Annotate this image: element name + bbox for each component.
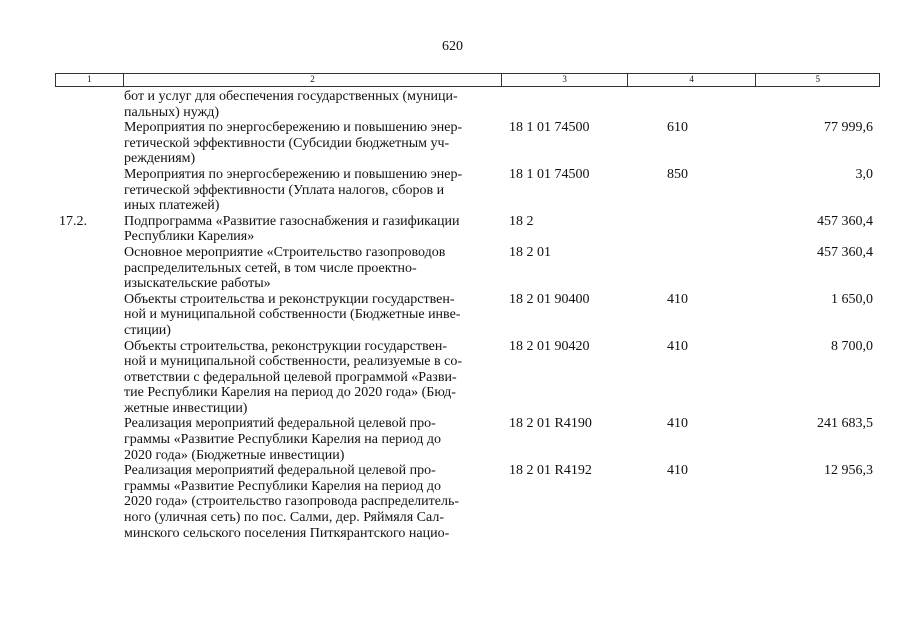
description-line: гетической эффективности (Уплата налогов, сборов и (124, 182, 445, 198)
table-row (55, 245, 880, 292)
budget-table (55, 73, 880, 541)
row-code: 18 2 01 90400 (509, 291, 590, 307)
row-code: 18 2 01 R4190 (509, 416, 592, 432)
description-line: Мероприятия по энергосбережению и повышению энер- (124, 120, 463, 136)
header-col-4: 4 (628, 74, 757, 86)
description-line: ной и муниципальной собственности (Бюджетные инве- (124, 307, 461, 323)
description-line: тие Республики Карелия на период до 2020 года» (Бюд- (124, 385, 456, 401)
row-code: 18 2 01 (509, 244, 551, 260)
header-col-5: 5 (756, 74, 880, 86)
row-amount: 77 999,6 (824, 120, 873, 136)
table-row (55, 339, 880, 417)
row-description (122, 167, 501, 214)
row-expense-type: 410 (667, 291, 688, 307)
row-code (501, 89, 626, 120)
row-amount: 12 956,3 (824, 463, 873, 479)
header-col-3: 3 (502, 74, 628, 86)
table-row (55, 416, 880, 463)
row-code: 18 2 (509, 213, 534, 229)
row-amount: 1 650,0 (831, 291, 873, 307)
description-line: Республики Карелия» (124, 229, 255, 245)
row-description (122, 120, 501, 167)
row-number (55, 463, 122, 541)
description-line: распределительных сетей, в том числе проектно- (124, 260, 417, 276)
description-line: стиции) (124, 322, 171, 338)
row-description (122, 416, 501, 463)
row-amount: 3,0 (855, 166, 873, 182)
description-line: иных платежей) (124, 198, 220, 214)
row-number: 17.2. (59, 213, 87, 229)
row-expense-type: 410 (667, 463, 688, 479)
table-row (55, 167, 880, 214)
description-line: минского сельского поселения Питкярантского нацио- (124, 525, 450, 541)
row-amount (754, 89, 877, 120)
description-line: Объекты строительства и реконструкции государствен- (124, 291, 455, 307)
row-code: 18 1 01 74500 (509, 166, 590, 182)
description-line: жетные инвестиции) (124, 400, 248, 416)
table-row (55, 89, 880, 120)
row-expense-type (626, 89, 754, 120)
row-amount: 8 700,0 (831, 338, 873, 354)
row-number (55, 167, 122, 214)
description-line: граммы «Развитие Республики Карелия на период до (124, 432, 442, 448)
description-line: ответствии с федеральной целевой программой «Разви- (124, 369, 457, 385)
table-body (55, 89, 880, 541)
table-row (55, 120, 880, 167)
description-line: изыскательские работы» (124, 276, 271, 292)
description-line: Объекты строительства, реконструкции государствен- (124, 338, 447, 354)
description-line: Реализация мероприятий федеральной целевой про- (124, 463, 436, 479)
row-number (55, 120, 122, 167)
description-line: ного (уличная сеть) по пос. Салми, дер. Ряймяля Сал- (124, 510, 444, 526)
row-expense-type: 410 (667, 338, 688, 354)
page-number: 620 (442, 39, 463, 54)
description-line: граммы «Развитие Республики Карелия на период до (124, 478, 442, 494)
row-number (55, 416, 122, 463)
table-row (55, 292, 880, 339)
description-line: 2020 года» (Бюджетные инвестиции) (124, 447, 345, 463)
row-amount: 241 683,5 (817, 416, 873, 432)
row-code: 18 2 01 R4192 (509, 463, 592, 479)
row-description (122, 89, 501, 120)
row-expense-type (626, 245, 754, 292)
header-col-1: 1 (56, 74, 124, 86)
row-description (122, 214, 501, 245)
description-line: реждениям) (124, 151, 196, 167)
row-number (55, 292, 122, 339)
description-line: ной и муниципальной собственности, реализуемые в со- (124, 354, 462, 370)
description-line: Подпрограмма «Развитие газоснабжения и газификации (124, 213, 460, 229)
description-line: Реализация мероприятий федеральной целевой про- (124, 416, 436, 432)
row-amount: 457 360,4 (817, 244, 873, 260)
row-expense-type: 610 (667, 120, 688, 136)
description-line: Мероприятия по энергосбережению и повышению энер- (124, 166, 463, 182)
row-number (55, 339, 122, 417)
row-number (55, 89, 122, 120)
row-description (122, 339, 501, 417)
row-code: 18 2 01 90420 (509, 338, 590, 354)
description-line: гетической эффективности (Субсидии бюджетным уч- (124, 135, 450, 151)
row-description (122, 245, 501, 292)
row-code: 18 1 01 74500 (509, 120, 590, 136)
column-number-header (55, 73, 880, 87)
description-line: бот и услуг для обеспечения государственных (муници- (124, 89, 458, 104)
header-col-2: 2 (124, 74, 503, 86)
row-amount: 457 360,4 (817, 213, 873, 229)
description-line: пальных) нужд) (124, 104, 220, 120)
description-line: Основное мероприятие «Строительство газопроводов (124, 244, 446, 260)
row-number (55, 245, 122, 292)
table-row (55, 214, 880, 245)
row-description (122, 463, 501, 541)
row-description (122, 292, 501, 339)
row-expense-type (626, 214, 754, 245)
row-expense-type: 850 (667, 166, 688, 182)
row-expense-type: 410 (667, 416, 688, 432)
description-line: 2020 года» (строительство газопровода распределитель- (124, 494, 460, 510)
table-row (55, 463, 880, 541)
